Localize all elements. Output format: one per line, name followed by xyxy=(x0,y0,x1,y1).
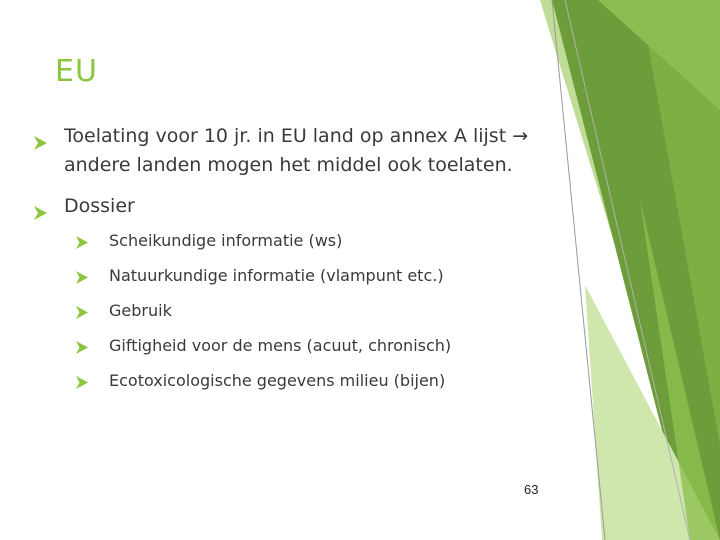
diamond-arrow-icon xyxy=(76,339,88,359)
diamond-arrow-icon xyxy=(34,200,47,229)
sub-bullet-list xyxy=(64,231,574,391)
bullet-list xyxy=(34,122,574,406)
sub-bullet-text: Scheikundige informatie (ws) xyxy=(109,231,343,250)
sub-bullet-item xyxy=(76,336,616,356)
sub-bullet-item xyxy=(76,231,616,251)
sub-bullet-text: Gebruik xyxy=(109,301,172,320)
sub-bullet-text: Giftigheid voor de mens (acuut, chronisch) xyxy=(109,336,452,355)
sub-bullet-item xyxy=(76,371,616,391)
sub-bullet-text: Ecotoxicologische gegevens milieu (bijen) xyxy=(109,371,446,390)
diamond-arrow-icon xyxy=(76,304,88,324)
bullet-item-dossier xyxy=(34,192,574,391)
bullet-text: Dossier xyxy=(64,195,135,217)
diamond-arrow-icon xyxy=(76,269,88,289)
bullet-continuation: andere landen mogen het middel ook toelaten. xyxy=(64,154,513,176)
page-number: 63 xyxy=(524,482,539,497)
sub-bullet-text: Natuurkundige informatie (vlampunt etc.) xyxy=(109,266,444,285)
sub-bullet-item xyxy=(76,266,616,286)
bullet-item-toelating xyxy=(34,122,574,180)
diamond-arrow-icon xyxy=(34,130,47,159)
slide-title: EU xyxy=(55,54,98,89)
right-arrow-icon: → xyxy=(512,125,529,147)
diamond-arrow-icon xyxy=(76,234,88,254)
bullet-text: Toelating voor 10 jr. in EU land op annex A lijst xyxy=(64,125,507,147)
diamond-arrow-icon xyxy=(76,374,88,394)
sub-bullet-item xyxy=(76,301,616,321)
